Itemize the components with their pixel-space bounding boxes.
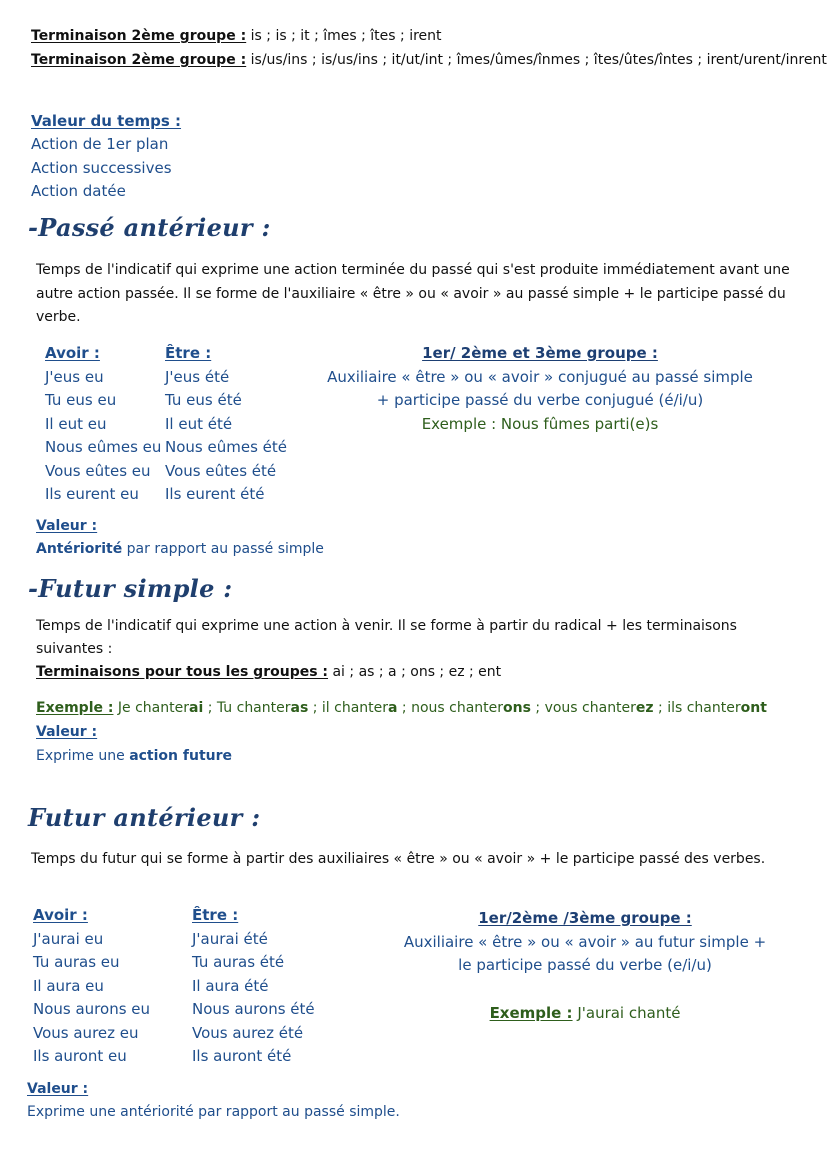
groupe-label: 1er/ 2ème et 3ème groupe : bbox=[422, 344, 658, 362]
futur-simple-title: -Futur simple : bbox=[28, 574, 233, 603]
futur-anterieur-valeur: Exprime une antériorité par rapport au passé simple. bbox=[27, 1104, 400, 1120]
exemple-label: Exemple : bbox=[489, 1003, 573, 1022]
exemple-ending: ont bbox=[740, 700, 767, 716]
futur-simple-terminaisons bbox=[36, 664, 501, 680]
avoir-conj-2: Tu eus eu bbox=[45, 391, 117, 409]
valeur-du-temps-list bbox=[31, 133, 172, 204]
etre-conj-4: Nous eûmes été bbox=[165, 438, 287, 456]
avoir-conj-1: J'aurai eu bbox=[33, 929, 104, 948]
etre-conj-6: Ils eurent été bbox=[165, 485, 265, 503]
futur-anterieur-title: Futur antérieur : bbox=[28, 803, 261, 832]
etre-label: Être : bbox=[165, 344, 212, 362]
terminaison-line-1 bbox=[31, 28, 442, 44]
exemple-stem: ; il chanter bbox=[308, 700, 389, 716]
avoir-label: Avoir : bbox=[33, 906, 88, 924]
valeur-bold: action future bbox=[129, 748, 232, 764]
groupe-example: Exemple : Nous fûmes parti(e)s bbox=[421, 414, 659, 433]
avoir-conj-3: Il eut eu bbox=[45, 414, 107, 433]
groupe-rule: Auxiliaire « être » ou « avoir » au futur simple + le participe passé du verbe (e/i/u) bbox=[403, 932, 767, 974]
futur-anterieur-avoir-column bbox=[33, 904, 150, 1069]
futur-simple-exemple bbox=[36, 700, 767, 716]
groupe-rule: Auxiliaire « être » ou « avoir » conjugué au passé simple + participe passé du verbe conjugué (é/i/u) bbox=[327, 367, 753, 409]
etre-conj-1: J'aurai été bbox=[192, 929, 268, 948]
groupe-example bbox=[395, 1002, 775, 1026]
avoir-conj-1: J'eus eu bbox=[45, 367, 104, 386]
exemple-label: Exemple : bbox=[36, 700, 114, 716]
avoir-conj-5: Vous aurez eu bbox=[33, 1023, 139, 1042]
etre-conj-1: J'eus été bbox=[165, 367, 230, 386]
valeur-rest: par rapport au passé simple bbox=[122, 541, 324, 557]
exemple-ending: a bbox=[388, 700, 398, 716]
avoir-label: Avoir : bbox=[45, 344, 100, 362]
etre-conj-5: Vous aurez été bbox=[192, 1023, 304, 1042]
passe-anterieur-definition: Temps de l'indicatif qui exprime une action terminée du passé qui s'est produite immédiatement avant une autre action passée. Il se forme de l'auxiliaire « être » ou « avoir » au passé simple + le participe passé du verbe. bbox=[36, 262, 790, 325]
valeur-du-temps-label: Valeur du temps : bbox=[31, 112, 182, 130]
groupe-label: 1er/2ème /3ème groupe : bbox=[478, 909, 692, 927]
exemple-stem: Je chanter bbox=[113, 700, 189, 716]
exemple-stem: ; Tu chanter bbox=[203, 700, 291, 716]
exemple-ending: ons bbox=[503, 700, 531, 716]
passe-anterieur-valeur bbox=[36, 541, 324, 557]
exemple-ending: as bbox=[290, 700, 309, 716]
avoir-conj-4: Nous eûmes eu bbox=[45, 438, 162, 456]
futur-simple-valeur bbox=[36, 748, 232, 764]
exemple-conjugations bbox=[113, 700, 766, 716]
terminaison-label-1: Terminaison 2ème groupe : bbox=[31, 28, 247, 44]
passe-anterieur-title: -Passé antérieur : bbox=[28, 213, 271, 242]
exemple-ending: ai bbox=[189, 700, 204, 716]
valeur-item-2: Action successives bbox=[31, 158, 172, 177]
exemple-stem: ; ils chanter bbox=[653, 700, 741, 716]
valeur-item-1: Action de 1er plan bbox=[31, 135, 169, 153]
terminaison-value-2: is/us/ins ; is/us/ins ; it/ut/int ; îmes/ûmes/înmes ; îtes/ûtes/întes ; irent/urent/inrent bbox=[246, 52, 827, 68]
avoir-conj-4: Nous aurons eu bbox=[33, 1000, 151, 1018]
exemple-stem: ; nous chanter bbox=[397, 700, 504, 716]
terminaisons-label: Terminaisons pour tous les groupes : bbox=[36, 664, 329, 680]
etre-conj-2: Tu eus été bbox=[165, 391, 242, 409]
valeur-plain: Exprime une bbox=[36, 748, 130, 764]
etre-conj-3: Il aura été bbox=[192, 976, 269, 995]
exemple-stem: ; vous chanter bbox=[530, 700, 636, 716]
etre-conj-4: Nous aurons été bbox=[192, 1000, 315, 1018]
terminaison-label-2: Terminaison 2ème groupe : bbox=[31, 52, 247, 68]
avoir-conj-5: Vous eûtes eu bbox=[45, 461, 151, 480]
etre-conj-5: Vous eûtes été bbox=[165, 461, 277, 480]
terminaison-line-2 bbox=[31, 52, 827, 68]
passe-anterieur-avoir-column bbox=[45, 342, 161, 507]
avoir-conj-6: Ils eurent eu bbox=[45, 485, 139, 503]
valeur-bold: Antériorité bbox=[36, 541, 123, 557]
etre-label: Être : bbox=[192, 906, 239, 924]
avoir-conj-6: Ils auront eu bbox=[33, 1047, 127, 1065]
futur-anterieur-groupe-block bbox=[395, 907, 775, 1025]
terminaisons-value: ai ; as ; a ; ons ; ez ; ent bbox=[328, 664, 502, 680]
avoir-conj-2: Tu auras eu bbox=[33, 953, 120, 971]
passe-anterieur-etre-column bbox=[165, 342, 287, 507]
futur-anterieur-valeur-label: Valeur : bbox=[27, 1081, 89, 1097]
futur-simple-valeur-label: Valeur : bbox=[36, 724, 98, 740]
exemple-value: J'aurai chanté bbox=[572, 1003, 681, 1022]
valeur-item-3: Action datée bbox=[31, 182, 126, 200]
passe-anterieur-valeur-label: Valeur : bbox=[36, 518, 98, 534]
etre-conj-2: Tu auras été bbox=[192, 953, 285, 971]
etre-conj-6: Ils auront été bbox=[192, 1047, 292, 1065]
futur-anterieur-etre-column bbox=[192, 904, 315, 1069]
avoir-conj-3: Il aura eu bbox=[33, 976, 104, 995]
exemple-ending: ez bbox=[635, 700, 654, 716]
etre-conj-3: Il eut été bbox=[165, 414, 233, 433]
futur-simple-definition: Temps de l'indicatif qui exprime une action à venir. Il se forme à partir du radical + les terminaisons suivantes : bbox=[36, 618, 737, 657]
futur-anterieur-definition: Temps du futur qui se forme à partir des auxiliaires « être » ou « avoir » + le participe passé des verbes. bbox=[31, 851, 766, 867]
passe-anterieur-groupe-block bbox=[322, 342, 758, 436]
terminaison-value-1: is ; is ; it ; îmes ; îtes ; irent bbox=[246, 28, 442, 44]
